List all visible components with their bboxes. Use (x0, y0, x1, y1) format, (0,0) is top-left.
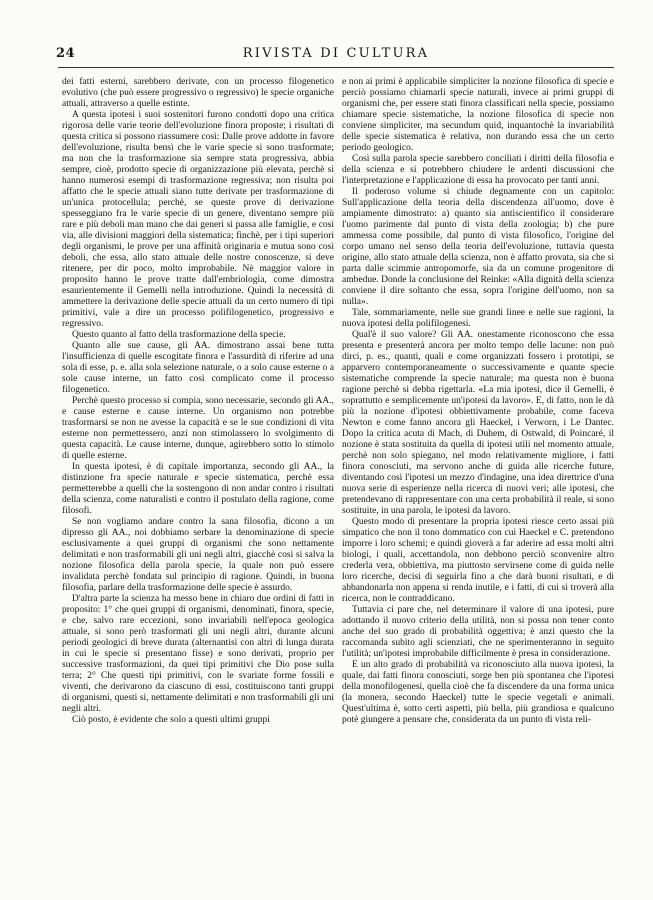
paragraph: Se non vogliamo andare contro la sana filosofia, dicono a un dipresso gli AA., noi dobbiamo serbare la denominazione di specie esclusivamente a quei gruppi di organismi che sono nettamente delimitati e non trasformabili gli uni negli altri, giacchè così si salva la nozione filosofica della parola specie, la quale non può essere invalidata perchè fondata sul principio di ragione. Quindi, in buona filosofia, parlare della trasformazione delle specie è assurdo. (62, 517, 334, 593)
paragraph: e non ai primi è applicabile simpliciter la nozione filosofica di specie e perciò possiamo chiamarli specie naturali, invece ai primi gruppi di organismi che, per essere stati finora classificati nella specie, possiamo chiamare specie sistematiche, la nozione filosofica di specie non conviene simpliciter, ma secundum quid, inquantochè la invariabilità delle specie sistematica è relativa, non durando essa che un certo periodo geologico. (342, 77, 614, 153)
right-column (342, 77, 614, 726)
paragraph: Tuttavia ci pare che, nel determinare il valore di una ipotesi, pure adottando il nuovo criterio della utilità, non si possa non tener conto anche del suo grado di probabilità oggettiva; è anzi questo che la raccomanda subito agli scienziati, che ne sperimenteranno in seguito l'utilità; un'ipotesi improbabile difficilmente è presa in considerazione. (342, 605, 614, 659)
paragraph: Tale, sommariamente, nelle sue grandi linee e nelle sue ragioni, la nuova ipotesi della polifilogenesi. (342, 308, 614, 329)
paragraph: Qual'è il suo valore? Gli AA. onestamente riconoscono che essa presenta e presenterà ancora per molto tempo delle lacune: non può dirci, p. es., quanti, quali e come organizzati fossero i prototipi, se apparvero contemporaneamente o successivamente e quante specie sistematiche comprende la specie naturale; ma questa non è buona ragione perchè si debba rigettarla. «La mia ipotesi, dice il Gemelli, è soprattutto e semplicemente un'ipotesi da lavoro». E, di fatto, non le dà più la nozione d'ipotesi obbiettivamente probabile, come faceva Newton e come fanno ancora gli Haeckel, i Verworn, i Le Dantec. Dopo la critica acuta di Mach, di Duhem, di Ostwald, di Poincaré, il nozione è stata sostituita da quella di ipotesi utili nel momento attuale, perchè non solo spiegano, nel modo relativamente migliore, i fatti finora conosciuti, ma servono anche di guida alle ricerche future, diventando così l'ipotesi un mezzo d'indagine, una idea direttrice d'una nuova serie di esperienze nella ricerca di nuovi veri; alle ipotesi, che pretendevano di rappresentare con una certa probabilità il reale, si sono sostituite, in una parola, le ipotesi da lavoro. (342, 330, 614, 516)
paragraph: Quanto alle sue cause, gli AA. dimostrano assai bene tutta l'insufficienza di quelle escogitate finora e l'assurdità di riferire ad una sola di esse, p. e. alla sola selezione naturale, o a solo cause esterne o a sole cause interne, un fatto così complicato come il processo filogenetico. (62, 341, 334, 395)
journal-title: RIVISTA DI CULTURA (242, 46, 430, 61)
page-number: 24 (56, 46, 76, 61)
paragraph: dei fatti esterni, sarebbero derivate, con un processo filogenetico evolutivo (che può essere progressivo o regressivo) le specie organiche attuali, attraverso a quelle estinte. (62, 77, 334, 109)
paragraph: D'altra parte la scienza ha messo bene in chiaro due ordini di fatti in proposito: 1° che quei gruppi di organismi, denominati, finora, specie, e che, salvo rare eccezioni, sono invariabili nell'epoca geologica attuale, si sono però trasformati gli uni negli altri, durante alcuni periodi geologici di breve durata (alternantisi con altri di lunga durata in cui le specie si presentano fisse) e sono derivati, proprio per successive trasformazioni, da quei tipi primitivi che Dio pose sulla terra; 2° Che questi tipi primitivi, con le svariate forme fossili e viventi, che derivarono da ciascuno di essi, costituiscono tanti gruppi di organismi, questi sì, nettamente delimitati e non trasformabili gli uni negli altri. (62, 594, 334, 714)
paragraph: Il poderoso volume si chiude degnamente con un capitolo: Sull'applicazione della teoria della discendenza all'uomo, dove è ampiamente dimostrato: a) quanto sia antiscientifico il considerare l'uomo parimente dal punto di vista della zoologia; b) che pure ammessa come possibile, dal punto di vista filosofico, l'origine del corpo umano nel senso della teoria dell'evoluzione, tuttavia questa origine, allo stato attuale della scienza, non è affatto provata, sia che si parta dalle scimmie antropomorfe, sia da un comune progenitore di ambedue. Donde la conclusione del Reinke: «Alla dignità della scienza conviene il dire soltanto che essa, sopra l'origine dell'uomo, non sa nulla». (342, 187, 614, 307)
header-rule (58, 67, 614, 68)
paragraph: E un alto grado di probabilità va riconosciuto alla nuova ipotesi, la quale, dai fatti finora conosciuti, sorge ben più spontanea che l'ipotesi della monofilogenesi, quella cioè che fa discendere da una forma unica (la monera, secondo Haeckel) tutte le specie vegetali e animali. Quest'ultima è, sotto certi aspetti, più bella, più grandiosa e qualcuno potè giungere a pensare che, considerata da un punto di vista reli- (342, 660, 614, 725)
left-column (62, 77, 334, 726)
paragraph: Perchè questo processo si compia, sono necessarie, secondo gli AA., e cause esterne e cause interne. Un organismo non potrebbe trasformarsi se non ne avesse la capacità e se le sue condizioni di vita esterne non permettessero, anzi non stimolassero lo svolgimento di questa capacità. Le cause interne, dunque, agirebbero sotto lo stimolo di quelle esterne. (62, 396, 334, 461)
paragraph: Ciò posto, è evidente che solo a questi ultimi gruppi (72, 715, 270, 725)
paragraph: In questa ipotesi, è di capitale importanza, secondo gli AA., la distinzione fra specie naturale e specie sistematica, perchè essa permetterebbe a quelli che la sostengono di non andar contro i risultati della scienza, come naturalisti e contro il postulato della ragione, come filosofi. (62, 462, 334, 516)
paragraph: A questa ipotesi i suoi sostenitori furono condotti dopo una critica rigorosa delle varie teorie dell'evoluzione finora proposte; i risultati di questa critica si possono riassumere così: Dalle prove addotte in favore dell'evoluzione, risulta bensì che le varie specie si sono trasformate; ma non che la trasformazione sia sempre stata progressiva, abbia sempre, cioè, prodotto specie di organizzazione più elevata, perchè si hanno numerosi esempi di trasformazione regressiva; non risulta poi affatto che le specie attuali siano tutte derivate per trasformazione di un'unica protocellula; perchè, se queste prove di derivazione spesseggiano fra le varie specie di un genere, diventano sempre più rare e più deboli man mano che dai generi si passa alle famiglie, e così via, alle divisioni maggiori della sistematica; finchè, per i tipi superiori degli organismi, le prove per una affinità originaria e mutua sono così deboli, che essa, allo stato attuale delle nostre conoscenze, si deve ritenere, per dir poco, molto improbabile. Nè maggior valore in proposito hanno le prove tratte dall'embriologia, come dimostra esaurientemente il Gemelli nella introduzione. Quindi la necessità di ammettere la derivazione delle specie attuali da un certo numero di tipi primitivi, vale a dire un processo polifilogenetico, progressivo e regressivo. (62, 110, 334, 329)
page-header (56, 38, 616, 62)
paragraph: Questo quanto al fatto della trasformazione della specie. (72, 330, 286, 340)
paragraph: Questo modo di presentare la propria ipotesi riesce certo assai più simpatico che non il tono dommatico con cui Haeckel e C. pretendono imporre i loro schemi; e quindi gioverà a far aderire ad essa molti altri biologi, i quali, accettandola, non debbono perciò sconvenire altro crederla vera, obbiettiva, ma piuttosto servirsene come di guida nelle loro ricerche, decisi di seguirla fino a che darà buoni risultati, e di abbandonarla non appena si renda inutile, e i fatti, di cui si troverà alla ricerca, non le contraddicano. (342, 517, 614, 604)
paragraph: Così sulla parola specie sarebbero conciliati i diritti della filosofia e della scienza e si potrebbero chiudere le ardenti discussioni che l'interpretazione e l'applicazione di essa ha provocato per tanti anni. (342, 154, 614, 186)
